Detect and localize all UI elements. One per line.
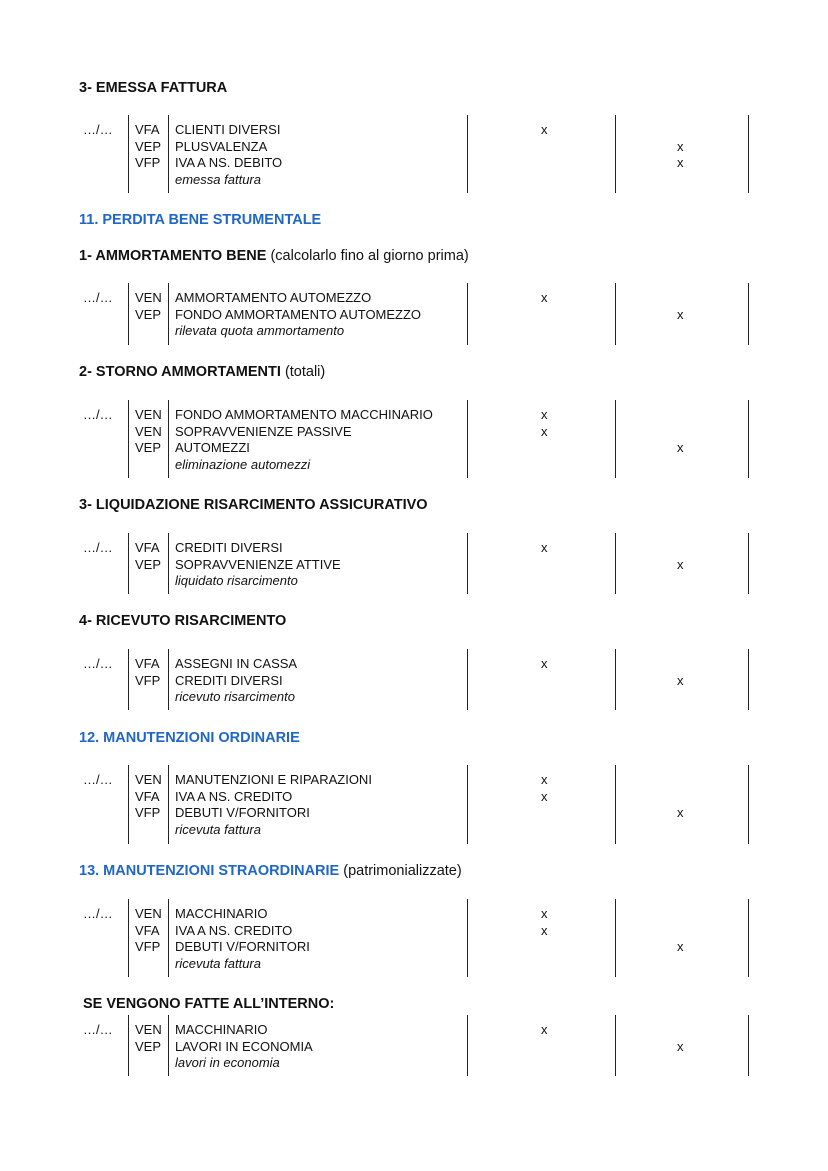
account-name: SOPRAVVENIENZE ATTIVE	[175, 556, 341, 572]
entry-row	[0, 556, 828, 573]
journal-entry	[0, 899, 828, 977]
account-name: MACCHINARIO	[175, 1022, 268, 1037]
credit-mark: x	[677, 138, 684, 154]
account-name: SOPRAVVENIENZE PASSIVE	[175, 423, 352, 439]
journal-entry	[0, 1015, 828, 1076]
entry-description-row	[0, 572, 828, 589]
section-heading	[79, 496, 428, 514]
account-name: IVA A NS. CREDITO	[175, 922, 293, 938]
entry-description: lavori in economia	[175, 1055, 280, 1071]
account-name: CLIENTI DIVERSI	[175, 122, 281, 137]
section-heading	[79, 211, 321, 229]
account-code: VFP	[135, 672, 161, 688]
entry-row	[0, 121, 828, 138]
account-code: VFP	[135, 939, 161, 955]
entry-row	[0, 905, 828, 922]
credit-mark: x	[677, 306, 684, 322]
account-code: VEP	[135, 556, 162, 572]
entry-row	[0, 439, 828, 456]
entry-row	[0, 289, 828, 306]
heading-title: 4- RICEVUTO RISARCIMENTO	[79, 613, 287, 629]
entry-description: ricevuta fattura	[175, 822, 261, 838]
entry-description: ricevuta fattura	[175, 956, 261, 972]
entry-row	[0, 788, 828, 805]
account-code: VEN	[135, 772, 162, 787]
entry-row	[0, 938, 828, 955]
account-name: DEBUTI V/FORNITORI	[175, 805, 310, 821]
heading-title: SE VENGONO FATTE ALL’INTERNO:	[83, 996, 335, 1012]
section-heading	[79, 79, 227, 97]
debit-mark: x	[541, 656, 548, 671]
account-code: VFA	[135, 922, 160, 938]
credit-mark: x	[677, 1038, 684, 1054]
heading-note: (patrimonializzate)	[339, 863, 462, 879]
account-code: VEP	[135, 306, 162, 322]
section-heading	[79, 247, 469, 265]
account-code: VEP	[135, 1038, 162, 1054]
credit-mark: x	[677, 556, 684, 572]
journal-entry	[0, 533, 828, 594]
heading-title: 3- EMESSA FATTURA	[79, 80, 228, 96]
section-heading	[79, 862, 462, 880]
entry-date: …/…	[83, 407, 113, 422]
debit-mark: x	[541, 788, 548, 804]
debit-mark: x	[541, 423, 548, 439]
debit-mark: x	[541, 772, 548, 787]
entry-date: …/…	[83, 290, 113, 305]
entry-description-row	[0, 171, 828, 188]
heading-note: (totali)	[280, 364, 326, 380]
account-code: VEN	[135, 290, 162, 305]
entry-date: …/…	[83, 906, 113, 921]
account-name: FONDO AMMORTAMENTO MACCHINARIO	[175, 407, 433, 422]
entry-description: ricevuto risarcimento	[175, 689, 295, 705]
entry-row	[0, 154, 828, 171]
entry-date: …/…	[83, 122, 113, 137]
credit-mark: x	[677, 805, 684, 821]
entry-row	[0, 922, 828, 939]
entry-row	[0, 672, 828, 689]
account-name: IVA A NS. CREDITO	[175, 788, 293, 804]
entry-date: …/…	[83, 1022, 113, 1037]
credit-mark: x	[677, 672, 684, 688]
entry-description-row	[0, 456, 828, 473]
entry-description: liquidato risarcimento	[175, 573, 298, 589]
account-code: VFA	[135, 788, 160, 804]
entry-description-row	[0, 821, 828, 838]
account-code: VFP	[135, 155, 161, 171]
account-code: VEN	[135, 1022, 162, 1037]
entry-row	[0, 1038, 828, 1055]
section-heading	[79, 612, 286, 630]
section-heading	[83, 995, 334, 1013]
entry-row	[0, 406, 828, 423]
journal-entry	[0, 283, 828, 345]
account-code: VEN	[135, 423, 162, 439]
entry-date: …/…	[83, 540, 113, 555]
credit-mark: x	[677, 440, 684, 456]
heading-title: 12. MANUTENZIONI ORDINARIE	[79, 730, 300, 746]
entry-description-row	[0, 1054, 828, 1071]
entry-date: …/…	[83, 656, 113, 671]
account-code: VEP	[135, 440, 162, 456]
account-name: AMMORTAMENTO AUTOMEZZO	[175, 290, 372, 305]
account-name: PLUSVALENZA	[175, 138, 268, 154]
section-heading	[79, 729, 300, 747]
entry-row	[0, 423, 828, 440]
account-name: CREDITI DIVERSI	[175, 672, 283, 688]
entry-row	[0, 804, 828, 821]
journal-entry	[0, 115, 828, 193]
debit-mark: x	[541, 122, 548, 137]
account-code: VFP	[135, 805, 161, 821]
debit-mark: x	[541, 906, 548, 921]
entry-row	[0, 655, 828, 672]
debit-mark: x	[541, 540, 548, 555]
entry-description: rilevata quota ammortamento	[175, 323, 345, 339]
debit-mark: x	[541, 922, 548, 938]
entry-description-row	[0, 688, 828, 705]
account-code: VFA	[135, 122, 160, 137]
entry-description: emessa fattura	[175, 172, 261, 188]
account-name: FONDO AMMORTAMENTO AUTOMEZZO	[175, 306, 422, 322]
heading-title: 2- STORNO AMMORTAMENTI	[79, 364, 281, 380]
account-name: ASSEGNI IN CASSA	[175, 656, 298, 671]
debit-mark: x	[541, 290, 548, 305]
entry-row	[0, 1021, 828, 1038]
entry-description: eliminazione automezzi	[175, 457, 311, 473]
entry-date: …/…	[83, 772, 113, 787]
account-name: DEBUTI V/FORNITORI	[175, 939, 310, 955]
debit-mark: x	[541, 1022, 548, 1037]
account-code: VEP	[135, 138, 162, 154]
account-code: VFA	[135, 656, 160, 671]
heading-note: (calcolarlo fino al giorno prima)	[266, 248, 469, 264]
heading-title: 3- LIQUIDAZIONE RISARCIMENTO ASSICURATIVO	[79, 497, 428, 513]
entry-row	[0, 306, 828, 323]
account-name: MACCHINARIO	[175, 906, 268, 921]
section-heading	[79, 363, 325, 381]
account-code: VFA	[135, 540, 160, 555]
entry-row	[0, 539, 828, 556]
debit-mark: x	[541, 407, 548, 422]
journal-entry	[0, 649, 828, 710]
entry-description-row	[0, 322, 828, 339]
account-name: AUTOMEZZI	[175, 440, 250, 456]
account-code: VEN	[135, 906, 162, 921]
account-name: MANUTENZIONI E RIPARAZIONI	[175, 772, 372, 787]
credit-mark: x	[677, 939, 684, 955]
account-code: VEN	[135, 407, 162, 422]
heading-title: 1- AMMORTAMENTO BENE	[79, 248, 267, 264]
account-name: CREDITI DIVERSI	[175, 540, 283, 555]
entry-row	[0, 771, 828, 788]
heading-title: 13. MANUTENZIONI STRAORDINARIE	[79, 863, 340, 879]
journal-entry	[0, 765, 828, 844]
heading-title: 11. PERDITA BENE STRUMENTALE	[79, 212, 322, 228]
account-name: IVA A NS. DEBITO	[175, 155, 283, 171]
journal-entry	[0, 400, 828, 478]
credit-mark: x	[677, 155, 684, 171]
entry-description-row	[0, 955, 828, 972]
entry-row	[0, 138, 828, 155]
account-name: LAVORI IN ECONOMIA	[175, 1038, 313, 1054]
